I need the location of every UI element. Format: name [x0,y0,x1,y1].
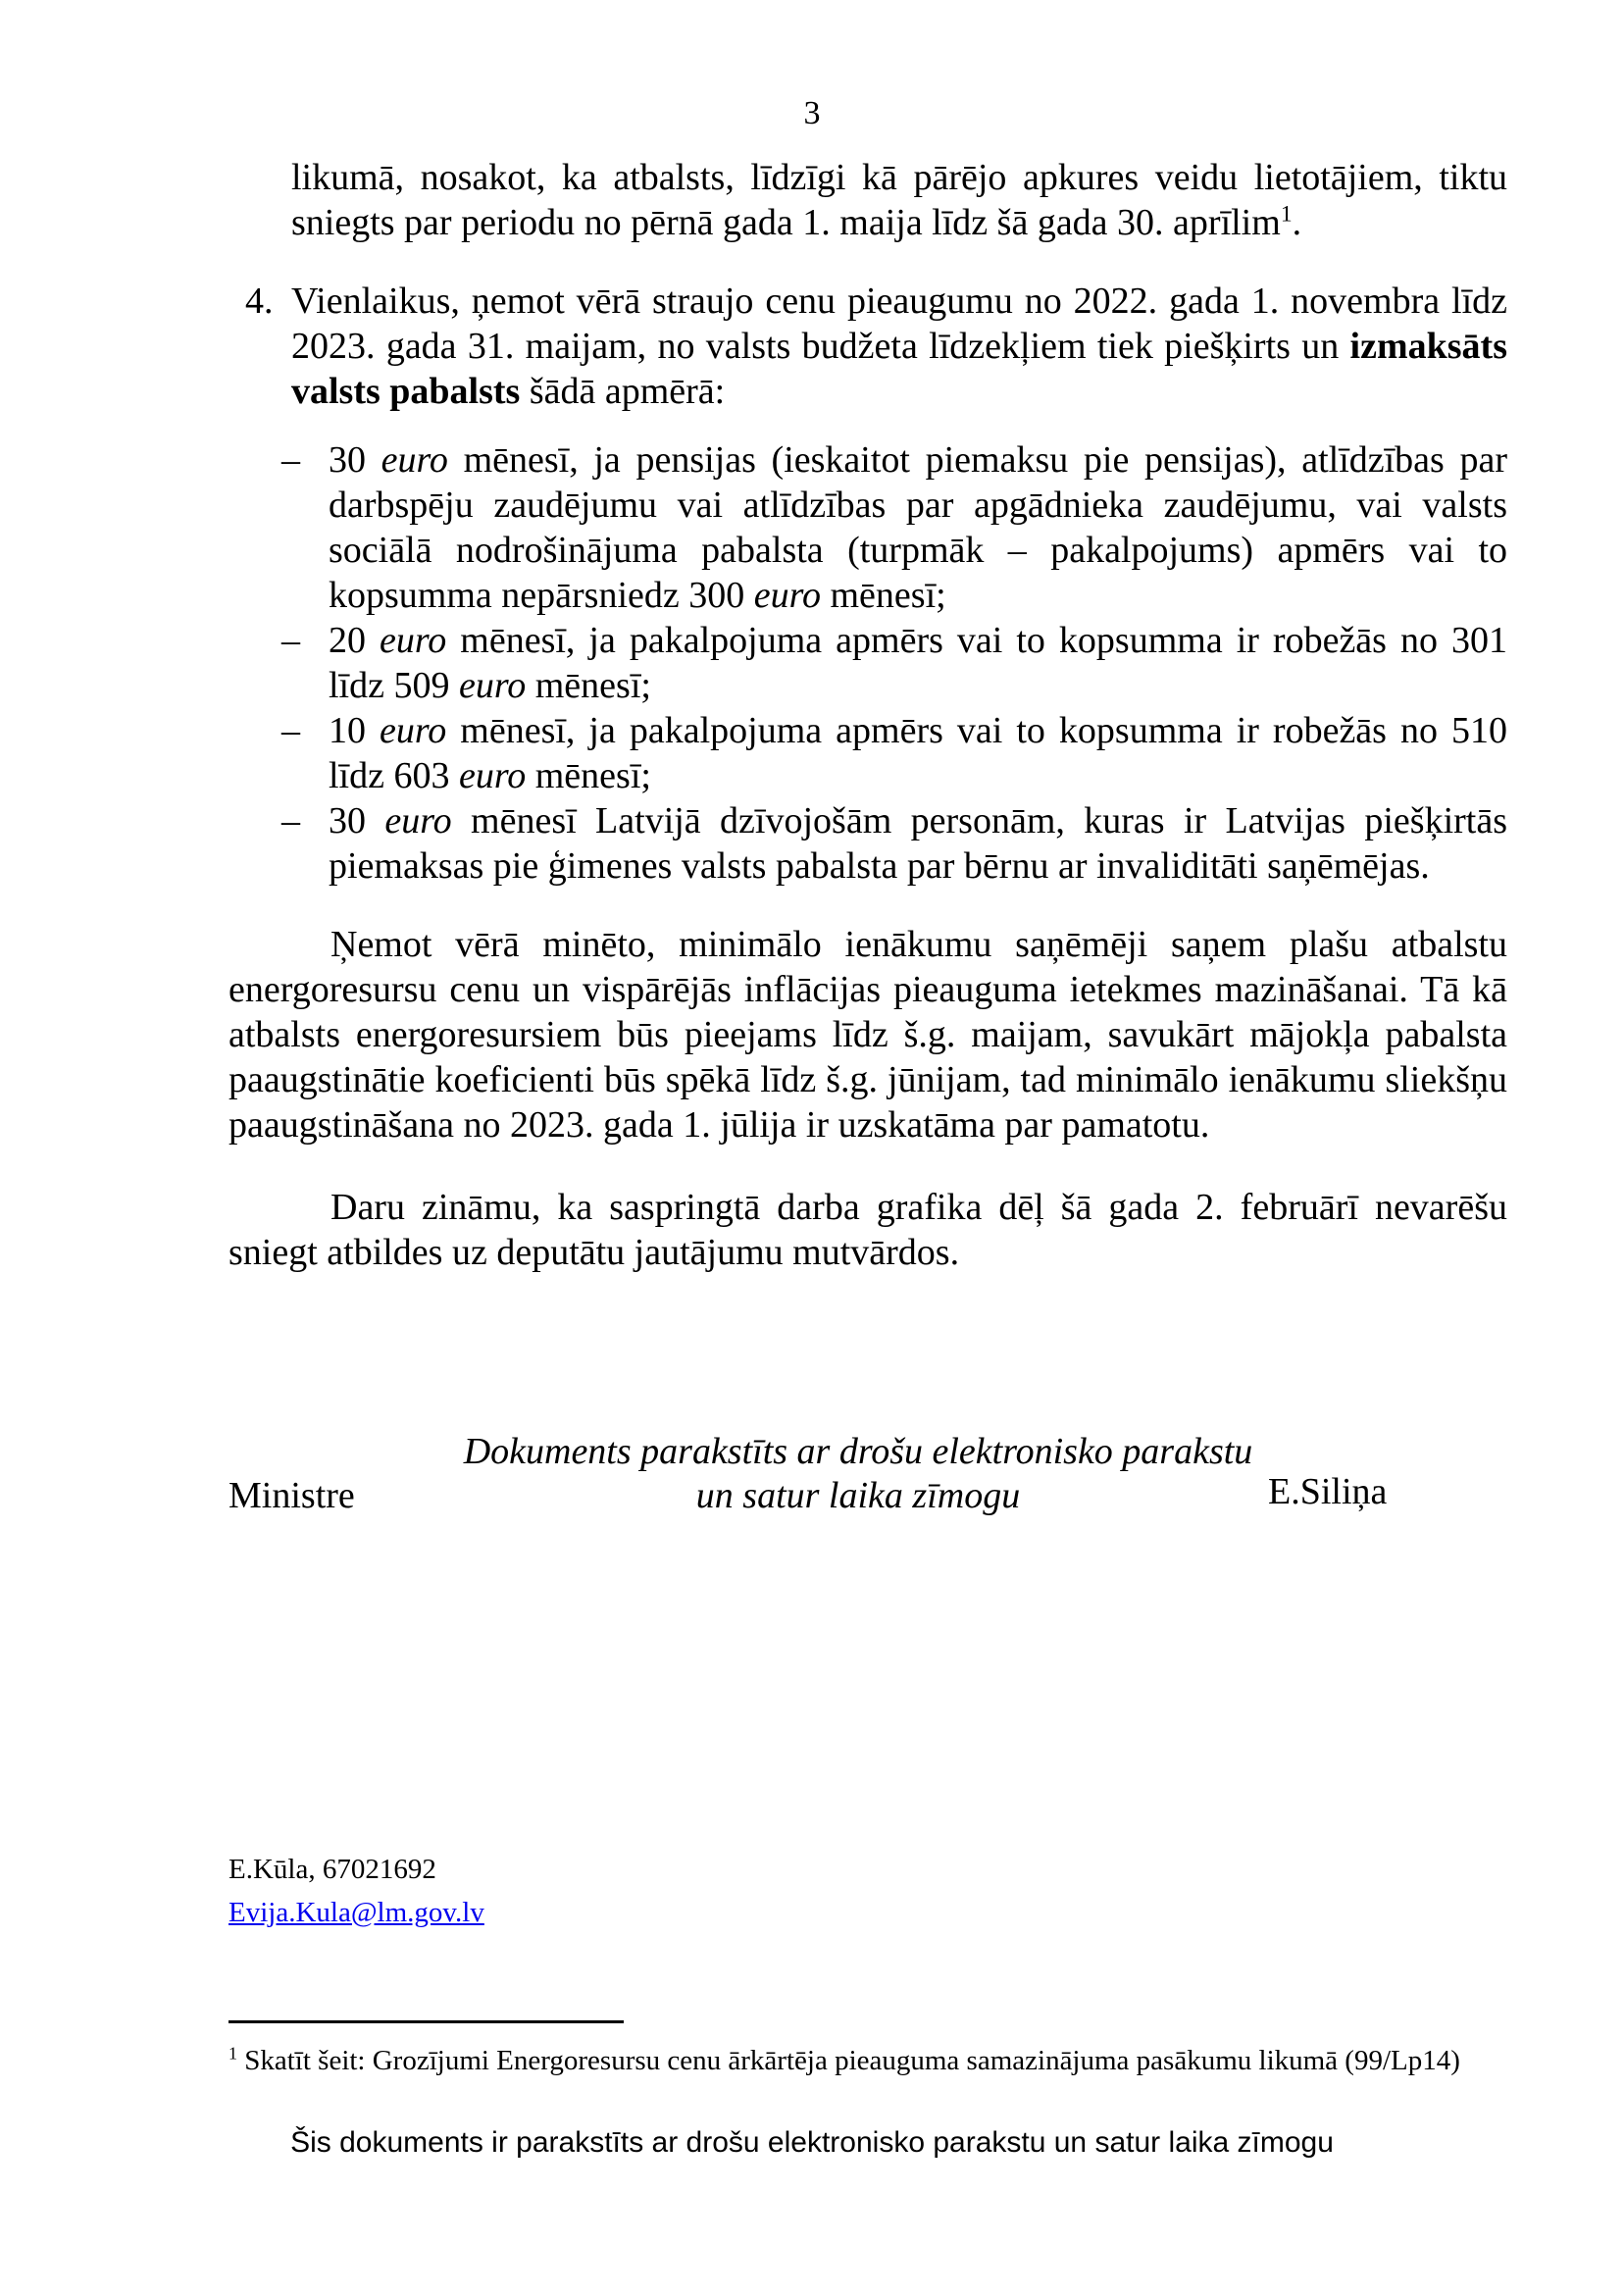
body-paragraph-notice: Daru zināmu, ka saspringtā darba grafika dēļ šā gada 2. februārī nevarēšu sniegt atbildes uz deputātu jautājumu mutvārdos. [228,1187,1507,1273]
footnote-reference: 1 [1280,201,1293,228]
list-item-lead: 20 [329,620,381,661]
list-item-mid: mēnesī, ja pensijas (ieskaitot piemaksu pie pensijas), atlīdzības par darbspēju zaudējumu vai atlīdzības par apgādnieka zaudējumu, vai valsts sociālā nodrošinājuma pabalsta (turpmāk – pakalpojums) apmērs vai to kopsumma nepārsniedz 300 [329,439,1508,616]
item4-text-lead: Vienlaikus, ņemot vērā straujo cenu pieaugumu no 2022. gada 1. novembra līdz 2023. gada 31. maijam, no valsts budžeta līdzekļiem tiek piešķirts un [291,280,1507,367]
euro-italic: euro [380,620,447,661]
list-item-text [329,618,1507,708]
body-paragraph-minimum-income: Ņemot vērā minēto, minimālo ienākumu saņēmēji saņem plašu atbalstu energoresursu cenu un vispārējās inflācijas pieauguma ietekmes mazināšanai. Tā kā atbalsts energoresursiem būs pieejams līdz š.g. maijam, savukārt mājokļa pabalsta paaugstinātie koeficienti būs spēkā līdz š.g. jūnijam, tad minimālo ienākumu sliekšņu paaugstināšana no 2023. gada 1. jūlija ir uzskatāma par pamatotu. [228,924,1507,1146]
footnote-text [228,2042,1507,2079]
list-item-lead: 30 [329,800,385,841]
footnote-body: Skatīt šeit: Grozījumi Energoresursu cenu ārkārtēja pieauguma samazinājuma pasākumu likumā (99/Lp14) [236,2045,1460,2076]
list-item [281,798,1507,889]
signature-name: E.Siliņa [1268,1471,1388,1512]
list-item-mid: mēnesī, ja pakalpojuma apmērs vai to kopsumma ir robežās no 510 līdz 603 [329,710,1507,796]
list-item [281,437,1507,618]
list-item-lead: 30 [329,439,381,481]
euro-italic: euro [458,755,527,796]
list-item-dash: – [281,710,300,751]
contact-block [228,1848,484,1934]
list-item-tail: mēnesī; [526,755,651,796]
list-item-tail: mēnesī; [526,665,651,706]
signature-esign-note: Dokuments parakstīts ar drošu elektronisko parakstu un satur laika zīmogu [463,1431,1253,1516]
list-item-text [329,798,1507,889]
list-item [281,618,1507,708]
intro-paragraph-text: likumā, nosakot, ka atbalsts, līdzīgi kā pārējo apkures veidu lietotājiem, tiktu sniegts par periodu no pērnā gada 1. maija līdz šā gada 30. aprīlim [291,157,1507,243]
intro-paragraph [291,155,1507,245]
list-item-dash: – [281,439,300,481]
list-item-dash: – [281,800,300,841]
list-item-mid: mēnesī Latvijā dzīvojošām personām, kuras ir Latvijas piešķirtās piemaksas pie ģimenes valsts pabalsta par bērnu ar invaliditāti saņēmējas. [329,800,1507,887]
benefit-list [281,437,1507,889]
list-item-text [329,708,1507,798]
euro-italic: euro [458,665,527,706]
numbered-item-4 [245,279,1507,414]
euro-italic: euro [384,800,452,841]
page-number: 3 [803,95,821,131]
list-item-mid: mēnesī, ja pakalpojuma apmērs vai to kopsumma ir robežās no 301 līdz 509 [329,620,1507,706]
footnote-number: 1 [228,2043,237,2064]
numbered-item-4-text [291,279,1507,414]
numbered-item-4-marker: 4. [245,280,274,322]
list-item-tail: mēnesī; [820,575,946,616]
intro-paragraph-period: . [1292,202,1302,243]
footnote-divider [228,2020,624,2023]
list-item-dash: – [281,620,300,661]
footer-esign-note: Šis dokuments ir parakstīts ar drošu elektronisko parakstu un satur laika zīmogu [290,2126,1334,2159]
signature-role-label: Ministre [228,1475,355,1516]
email-link[interactable]: Evija.Kula@lm.gov.lv [228,1897,484,1928]
contact-name-phone: E.Kūla, 67021692 [228,1854,436,1885]
item4-bold-phrase: izmaksāts valsts pabalsts [291,326,1507,412]
list-item-lead: 10 [329,710,381,751]
euro-italic: euro [380,710,447,751]
item4-text-tail: šādā apmērā: [520,371,726,412]
euro-italic: euro [753,575,821,616]
list-item [281,708,1507,798]
euro-italic: euro [381,439,448,481]
list-item-text [329,437,1507,618]
